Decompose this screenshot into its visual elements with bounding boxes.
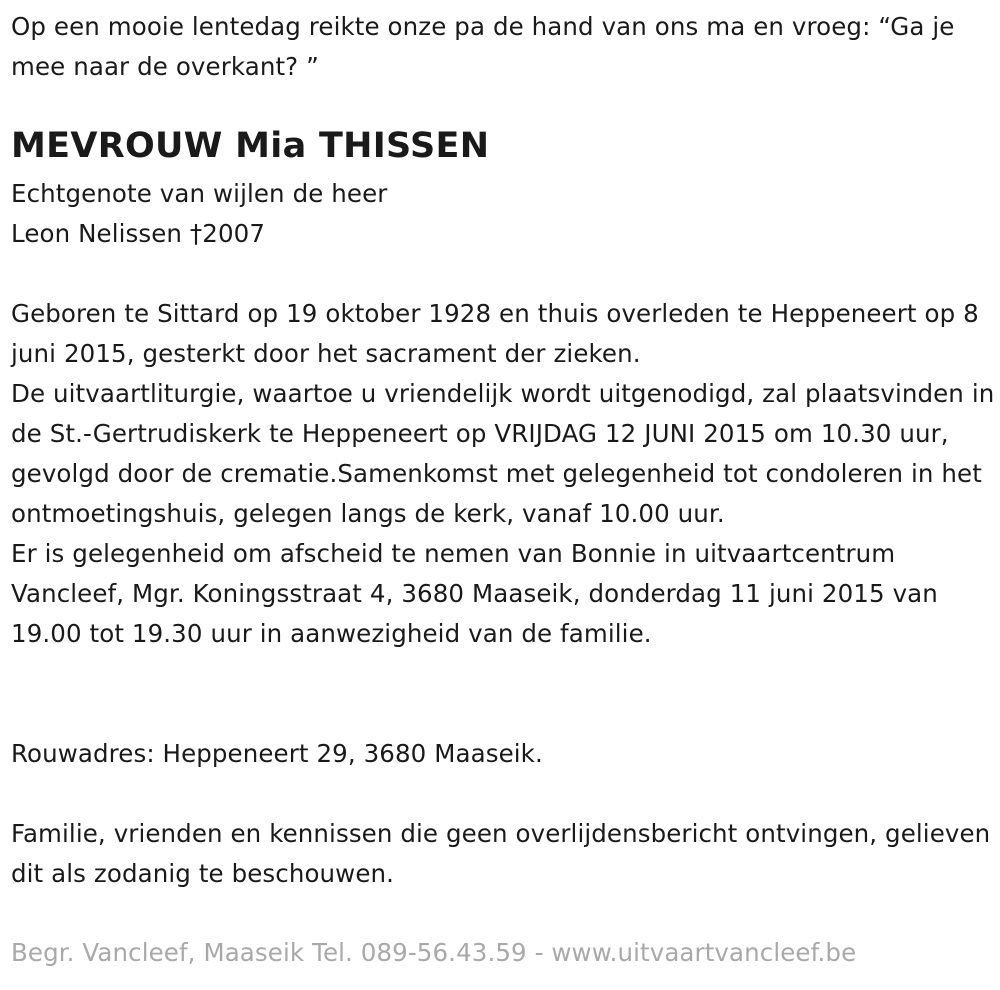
spouse-info	[11, 174, 387, 254]
opening-quote: Op een mooie lentedag reikte onze pa de hand van ons ma en vroeg: “Ga je mee naar de overkant? ”	[11, 12, 955, 81]
farewell-details: Er is gelegenheid om afscheid te nemen van Bonnie in uitvaartcentrum Vancleef, Mgr. Koningsstraat 4, 3680 Maaseik, donderdag 11 juni 2015 van 19.00 tot 19.30 uur in aanwezigheid van de familie.	[11, 539, 938, 648]
mourning-address: Rouwadres: Heppeneert 29, 3680 Maaseik.	[11, 739, 543, 768]
funeral-details: De uitvaartliturgie, waartoe u vriendelijk wordt uitgenodigd, zal plaatsvinden in de St.-Gertrudiskerk te Heppeneert op VRIJDAG 12 JUNI 2015 om 10.30 uur, gevolgd door de crematie.Samenkomst met gelegenheid tot condoleren in het ontmoetingshuis, gelegen langs de kerk, vanaf 10.00 uur.	[11, 379, 995, 528]
spouse-line-2: Leon Nelissen †2007	[11, 219, 266, 248]
notice-text: Familie, vrienden en kennissen die geen overlijdensbericht ontvingen, gelieven dit als zodanig te beschouwen.	[11, 819, 991, 888]
funeral-home-footer: Begr. Vancleef, Maaseik Tel. 089-56.43.59 - www.uitvaartvancleef.be	[11, 938, 857, 967]
details-block	[11, 294, 996, 654]
spouse-line-1: Echtgenote van wijlen de heer	[11, 179, 388, 208]
deceased-name: MEVROUW Mia THISSEN	[11, 126, 490, 166]
birth-death-details: Geboren te Sittard op 19 oktober 1928 en thuis overleden te Heppeneert op 8 juni 2015, gesterkt door het sacrament der zieken.	[11, 299, 979, 368]
